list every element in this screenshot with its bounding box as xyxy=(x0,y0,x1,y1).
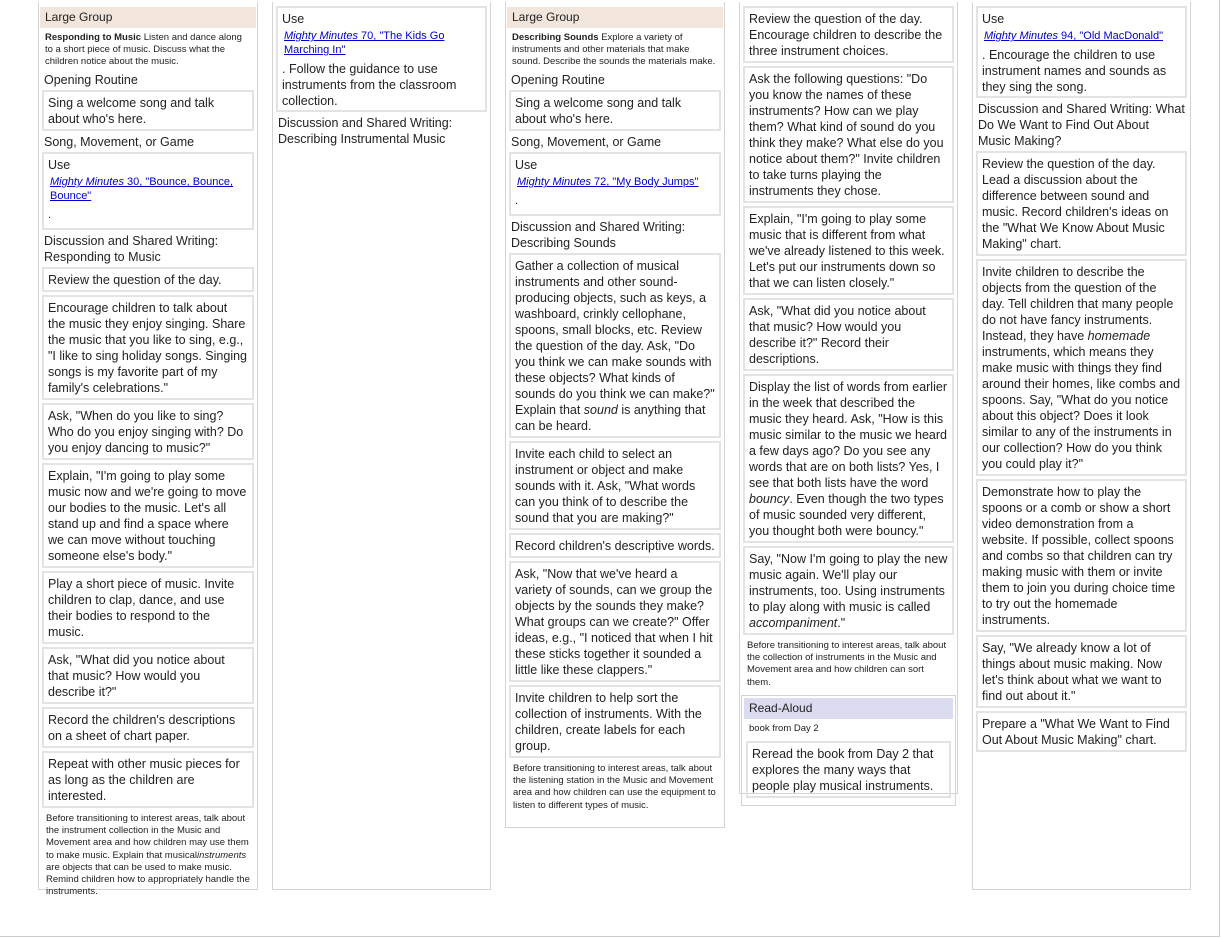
large-group-header: Large Group xyxy=(507,7,723,28)
mighty-minutes-card xyxy=(276,6,487,112)
discussion-card: Prepare a "What We Want to Find Out About Music Making" chart. xyxy=(976,711,1187,752)
discussion-card: Encourage children to talk about the music they enjoy singing. Share the music that you like to sing, e.g., "I like to sing holiday songs. Singing songs is my favorite part of my family's celebrations." xyxy=(42,295,254,400)
discussion-card xyxy=(743,374,954,543)
opening-card: Sing a welcome song and talk about who's here. xyxy=(509,90,721,131)
use-after: . xyxy=(515,195,519,207)
discussion-card: Ask, "When do you like to sing? Who do you enjoy singing with? Do you enjoy dancing to music?" xyxy=(42,403,254,460)
discussion-card-text: ." xyxy=(837,616,846,630)
use-after: . xyxy=(48,209,52,221)
read-aloud-subtitle: book from Day 2 xyxy=(749,722,819,734)
mighty-minutes-link-text: 70, "The Kids Go Marching In" xyxy=(284,30,445,56)
discussion-card-text: Say, "Now I'm going to play the new music again. We'll play our instruments, too. Using instruments to play along with music is called xyxy=(749,552,948,614)
mighty-minutes-link-title: Mighty Minutes xyxy=(517,176,591,188)
discussion-card: Repeat with other music pieces for as long as the children are interested. xyxy=(42,751,254,808)
day-column-2 xyxy=(274,4,489,147)
discussion-card-text: Invite children to describe the objects from the question of the day. Tell children that many people do not have fancy instruments. Instead, they have xyxy=(982,265,1174,343)
mighty-minutes-link-text: 94, "Old MacDonald" xyxy=(1057,30,1164,42)
day-column-3 xyxy=(507,7,723,816)
large-group-header: Large Group xyxy=(40,7,256,28)
intro-text: Explore a variety of instruments and other materials that make sound. Describe the sounds the materials make. xyxy=(512,32,716,67)
discussion-card: Ask, "Now that we've heard a variety of sounds, can we group the objects by the sounds they make? What groups can we create?" Offer ideas, e.g., "I noticed that when I hit these sticks together it sounded a little like these clappers." xyxy=(509,561,721,682)
mighty-minutes-card xyxy=(42,152,254,230)
mighty-minutes-link[interactable] xyxy=(50,175,246,203)
transition-note xyxy=(40,811,256,902)
discussion-card-term: bouncy xyxy=(749,492,790,506)
discussion-card: Ask, "What did you notice about that music? How would you describe it?" xyxy=(42,647,254,704)
section-title-discussion: Discussion and Shared Writing: Describing Instrumental Music xyxy=(278,116,453,146)
discussion-card-text: Gather a collection of musical instruments and other sound-producing objects, such as keys, a washboard, crinkly cellophane, spoons, small blocks, etc. Review the question of the day. Ask, "Do you think we can make sounds with these objects? What kinds of sounds do you think we can make?" Explain that xyxy=(515,259,715,417)
discussion-card: Play a short piece of music. Invite children to clap, dance, and use their bodies to respond to the music. xyxy=(42,571,254,644)
discussion-card: Invite each child to select an instrument or object and make sounds with it. Ask, "What words can you think of to describe the sound that you are making?" xyxy=(509,441,721,530)
discussion-card: Review the question of the day. Encourage children to describe the three instrument choices. xyxy=(743,6,954,63)
discussion-card-text: is anything that can be heard. xyxy=(515,403,706,433)
mighty-minutes-link-title: Mighty Minutes xyxy=(284,30,358,42)
discussion-card: Review the question of the day. xyxy=(42,267,254,292)
mighty-minutes-link-text: 30, "Bounce, Bounce, Bounce" xyxy=(50,176,234,202)
section-title-discussion: Discussion and Shared Writing: Describing Sounds xyxy=(511,220,686,250)
mighty-minutes-link[interactable] xyxy=(517,175,713,189)
day-column-4 xyxy=(741,4,956,806)
discussion-card xyxy=(743,546,954,635)
discussion-card: Demonstrate how to play the spoons or a comb or show a short video demonstration from a website. If possible, collect spoons and combs so that children can try making music with them or invite them to join you during choice time to try out the homemade instruments. xyxy=(976,479,1187,632)
discussion-card: Invite children to help sort the collection of instruments. With the children, create labels for each group. xyxy=(509,685,721,758)
transition-note-text: Before transitioning to interest areas, talk about the instrument collection in the Music and Movement area and how children may use them to make music. Explain that musical xyxy=(46,813,249,861)
read-aloud-card: Reread the book from Day 2 that explores the many ways that people play musical instruments. xyxy=(746,741,951,798)
discussion-card xyxy=(976,259,1187,476)
discussion-card: Explain, "I'm going to play some music now and we're going to move our bodies to the music. Let's all stand up and find a space where we can move without touching someone else's body." xyxy=(42,463,254,568)
section-title-song: Song, Movement, or Game xyxy=(44,135,195,149)
use-label: Use xyxy=(282,12,305,26)
day-column-1 xyxy=(40,7,256,902)
read-aloud-header: Read-Aloud xyxy=(744,698,953,719)
discussion-card: Say, "We already know a lot of things about music making. Now let's think about what we want to find out about it." xyxy=(976,635,1187,708)
read-aloud-section xyxy=(741,695,956,806)
discussion-card: Explain, "I'm going to play some music that is different from what we've already listened to this week. Let's put our instruments down so that we can listen closely." xyxy=(743,206,954,295)
section-title-opening: Opening Routine xyxy=(44,73,138,87)
use-after: . Encourage the children to use instrument names and sounds as they sing the song. xyxy=(982,48,1167,94)
discussion-card-text: . Even though the two types of music sounded very different, you thought both were bouncy." xyxy=(749,492,944,538)
opening-card: Sing a welcome song and talk about who's here. xyxy=(42,90,254,131)
use-label: Use xyxy=(982,12,1005,26)
discussion-card xyxy=(509,253,721,438)
intro-text: Listen and dance along to a short piece of music. Discuss what the children notice about the music. xyxy=(45,32,242,67)
mighty-minutes-link[interactable] xyxy=(284,29,479,57)
large-group-intro xyxy=(40,30,256,72)
discussion-card: Ask, "What did you notice about that music? How would you describe it?" Record their descriptions. xyxy=(743,298,954,371)
discussion-card-term: sound xyxy=(583,403,618,417)
mighty-minutes-link-title: Mighty Minutes xyxy=(50,176,124,188)
transition-note: Before transitioning to interest areas, talk about the collection of instruments in the Music and Movement area and how children can sort them. xyxy=(747,640,947,688)
discussion-card: Review the question of the day. Lead a discussion about the difference between sound and music. Record children's ideas on the "What We Know About Music Making" chart. xyxy=(976,151,1187,256)
mighty-minutes-link-title: Mighty Minutes xyxy=(984,30,1058,42)
intro-title: Responding to Music xyxy=(45,32,142,43)
discussion-card: Record the children's descriptions on a sheet of chart paper. xyxy=(42,707,254,748)
transition-note-term: instruments xyxy=(197,849,247,861)
day-column-5 xyxy=(974,4,1189,755)
transition-note-text: are objects that can be used to make music. Remind children how to appropriately handle the instruments. xyxy=(46,861,250,898)
transition-note: Before transitioning to interest areas, talk about the listening station in the Music and Movement area and how children can use the equipment to listen to different types of music. xyxy=(513,763,716,811)
discussion-card-term: homemade xyxy=(1087,329,1151,343)
discussion-card-text: instruments, which means they make music with things they find around their homes, like combs and spoons. Say, "What do you notice about this object? Does it look similar to any of the instruments in our collection? How do you think you could play it?" xyxy=(982,345,1181,471)
section-title-discussion: Discussion and Shared Writing: What Do We Want to Find Out About Music Making? xyxy=(978,102,1185,148)
discussion-card-text: Display the list of words from earlier in the week that described the music they heard. Ask, "How is this music similar to the music we heard a few days ago? Do you see any words that are on both lists? Yes, I see that both lists have the word xyxy=(749,380,947,490)
use-after: . Follow the guidance to use instruments from the classroom collection. xyxy=(282,62,457,108)
section-title-opening: Opening Routine xyxy=(511,73,605,87)
discussion-card: Ask the following questions: "Do you know the names of these instruments? How can we play them? What kind of sound do you think they make? What else do you notice about them?" Invite children to take turns playing the instruments they chose. xyxy=(743,66,954,203)
use-label: Use xyxy=(48,158,71,172)
large-group-intro xyxy=(507,30,723,72)
section-title-discussion: Discussion and Shared Writing: Responding to Music xyxy=(44,234,219,264)
use-label: Use xyxy=(515,158,538,172)
mighty-minutes-card xyxy=(509,152,721,216)
mighty-minutes-card xyxy=(976,6,1187,98)
discussion-card: Record children's descriptive words. xyxy=(509,533,721,558)
section-title-song: Song, Movement, or Game xyxy=(511,135,662,149)
mighty-minutes-link[interactable] xyxy=(984,29,1179,43)
mighty-minutes-link-text: 72, "My Body Jumps" xyxy=(590,176,699,188)
discussion-card-term: accompaniment xyxy=(749,616,838,630)
intro-title: Describing Sounds xyxy=(512,32,599,43)
